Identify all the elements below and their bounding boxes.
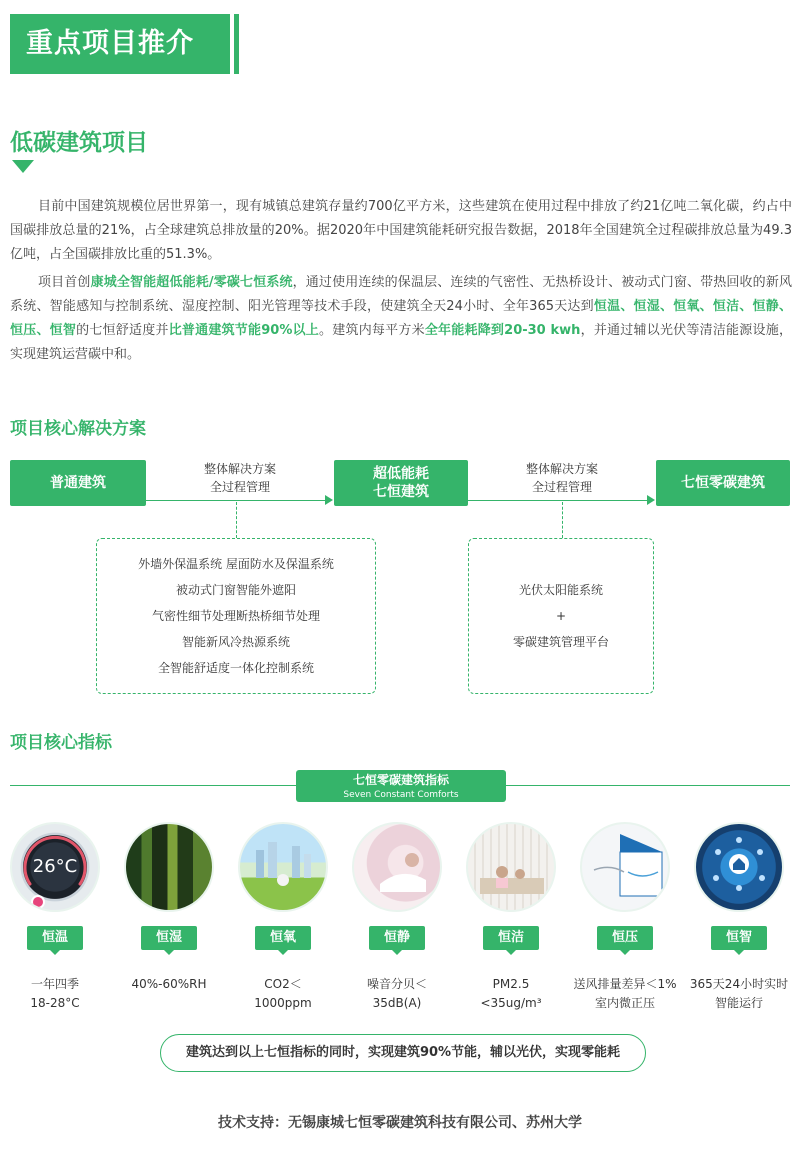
value-line1: 365天24小时实时 (689, 977, 789, 991)
tag-constant-quiet: 恒静 (369, 926, 425, 950)
indicators-title: 项目核心指标 (10, 733, 112, 753)
flow-box-ordinary: 普通建筑 (10, 460, 146, 506)
value-quiet (342, 975, 452, 1013)
intro-paragraph-1: 目前中国建筑规模位居世界第一，现有城镇总建筑存量约700亿平方米，这些建筑在使用过程中排放了约21亿吨二氧化碳，约占中国碳排放总量的21%，占全球建筑总排放量的20%。据2020年中国建筑能耗研究报告数据，2018年全国建筑全过程碳排放总量为49.3亿吨，占全国碳排放比重的51.3%。 (10, 199, 792, 262)
tag-constant-temperature: 恒温 (27, 926, 83, 950)
value-line1: 一年四季 (30, 977, 79, 991)
flow-label-2-line1: 整体解决方案 (525, 462, 598, 476)
tag-constant-humidity: 恒湿 (141, 926, 197, 950)
value-line1: CO2＜ (264, 977, 302, 991)
p2-highlight-energy: 全年能耗降到20-30 kwh (424, 323, 581, 338)
flow-box-zerocarbon: 七恒零碳建筑 (656, 460, 790, 506)
connector-dash-right (562, 502, 563, 538)
value-line2: 室内微正压 (594, 996, 655, 1010)
green-city-image (238, 822, 328, 912)
smart-home-image (694, 822, 784, 912)
arrow-right-icon (647, 495, 655, 505)
solution-title: 项目核心解决方案 (10, 419, 146, 439)
detail-item: + (555, 609, 567, 623)
intro-paragraph-2 (10, 271, 792, 367)
value-line1: PM2.5 (492, 977, 530, 991)
value-line1: 40%-60%RH (131, 977, 207, 991)
flow-label-1-line2: 全过程管理 (209, 480, 270, 494)
page-banner: 重点项目推介 (10, 14, 230, 74)
value-humidity (114, 975, 224, 994)
thermostat-image (10, 822, 100, 912)
value-line1: 噪音分贝＜ (366, 977, 427, 991)
p2-highlight-saving: 比普通建筑节能90%以上 (168, 323, 320, 338)
detail-item: 被动式门窗智能外遮阳 (175, 583, 296, 597)
value-line2: 智能运行 (714, 996, 763, 1010)
solution-detail-right (468, 538, 654, 694)
flow-label-2 (482, 460, 642, 496)
pressure-diagram-image (580, 822, 670, 912)
p2-highlight-seven: 恒温、恒湿、恒氧、恒洁、恒静、恒压、恒智 (10, 299, 792, 338)
detail-item: 外墙外保温系统 屋面防水及保温系统 (138, 557, 334, 571)
value-smart (684, 975, 794, 1013)
section-title: 低碳建筑项目 (10, 130, 148, 156)
solution-detail-left (96, 538, 376, 694)
detail-item: 全智能舒适度一体化控制系统 (157, 661, 314, 675)
value-line2: 1000ppm (254, 996, 312, 1010)
indicators-ribbon (296, 770, 506, 802)
p2-text-e: ，并通过辅以光伏等清洁能源设施，实现建筑运营碳中和。 (10, 323, 792, 362)
value-temperature (0, 975, 110, 1013)
flow-label-2-line2: 全过程管理 (531, 480, 592, 494)
value-line2: <35ug/m³ (480, 996, 542, 1010)
arrow-right-icon (325, 495, 333, 505)
flow-box-ultralow-line1: 超低能耗 (373, 466, 429, 482)
detail-item: 零碳建筑管理平台 (512, 635, 609, 649)
value-line2: 18-28°C (30, 996, 80, 1010)
flow-arrow-line-1 (146, 500, 326, 501)
ribbon-title-cn: 七恒零碳建筑指标 (352, 773, 449, 787)
flow-box-ultralow-line2: 七恒建筑 (373, 484, 429, 500)
flow-box-ultralow (334, 460, 468, 506)
ribbon-title-en: Seven Constant Comforts (343, 790, 459, 800)
plant-wall-image (124, 822, 214, 912)
tag-constant-clean: 恒洁 (483, 926, 539, 950)
value-oxygen (228, 975, 338, 1013)
thermostat-reading: 26°C (32, 856, 78, 877)
tag-constant-pressure: 恒压 (597, 926, 653, 950)
value-clean (456, 975, 566, 1013)
footer-credit: 技术支持：无锡康城七恒零碳建筑科技有限公司、苏州大学 (218, 1115, 582, 1131)
clean-air-image (466, 822, 556, 912)
p2-highlight-system: 康城全智能超低能耗/零碳七恒系统 (90, 275, 293, 290)
detail-item: 气密性细节处理断热桥细节处理 (151, 609, 320, 623)
tag-constant-smart: 恒智 (711, 926, 767, 950)
value-line1: 送风排量差异＜1% (573, 977, 677, 991)
p2-text-d: 。建筑内每平方米 (319, 323, 425, 338)
p2-text-c: 的七恒舒适度并 (76, 323, 169, 338)
flow-label-1-line1: 整体解决方案 (203, 462, 276, 476)
detail-item: 智能新风冷热源系统 (181, 635, 290, 649)
p2-text-a: 项目首创 (38, 275, 91, 290)
detail-item: 光伏太阳能系统 (518, 583, 603, 597)
flow-arrow-line-2 (468, 500, 648, 501)
summary-pill: 建筑达到以上七恒指标的同时，实现建筑90%节能，辅以光伏，实现零能耗 (160, 1034, 646, 1072)
p2-text-b: ，通过使用连续的保温层、连续的气密性、无热桥设计、被动式门窗、带热回收的新风系统、智能感知与控制系统、湿度控制、阳光管理等技术手段，使建筑全天24小时、全年365天达到 (10, 275, 792, 314)
quiet-room-image (352, 822, 442, 912)
flow-label-1 (160, 460, 320, 496)
connector-dash-left (236, 502, 237, 538)
tag-constant-oxygen: 恒氧 (255, 926, 311, 950)
triangle-down-icon (12, 160, 34, 173)
banner-accent-bar (234, 14, 239, 74)
value-pressure (570, 975, 680, 1013)
value-line2: 35dB(A) (372, 996, 422, 1010)
